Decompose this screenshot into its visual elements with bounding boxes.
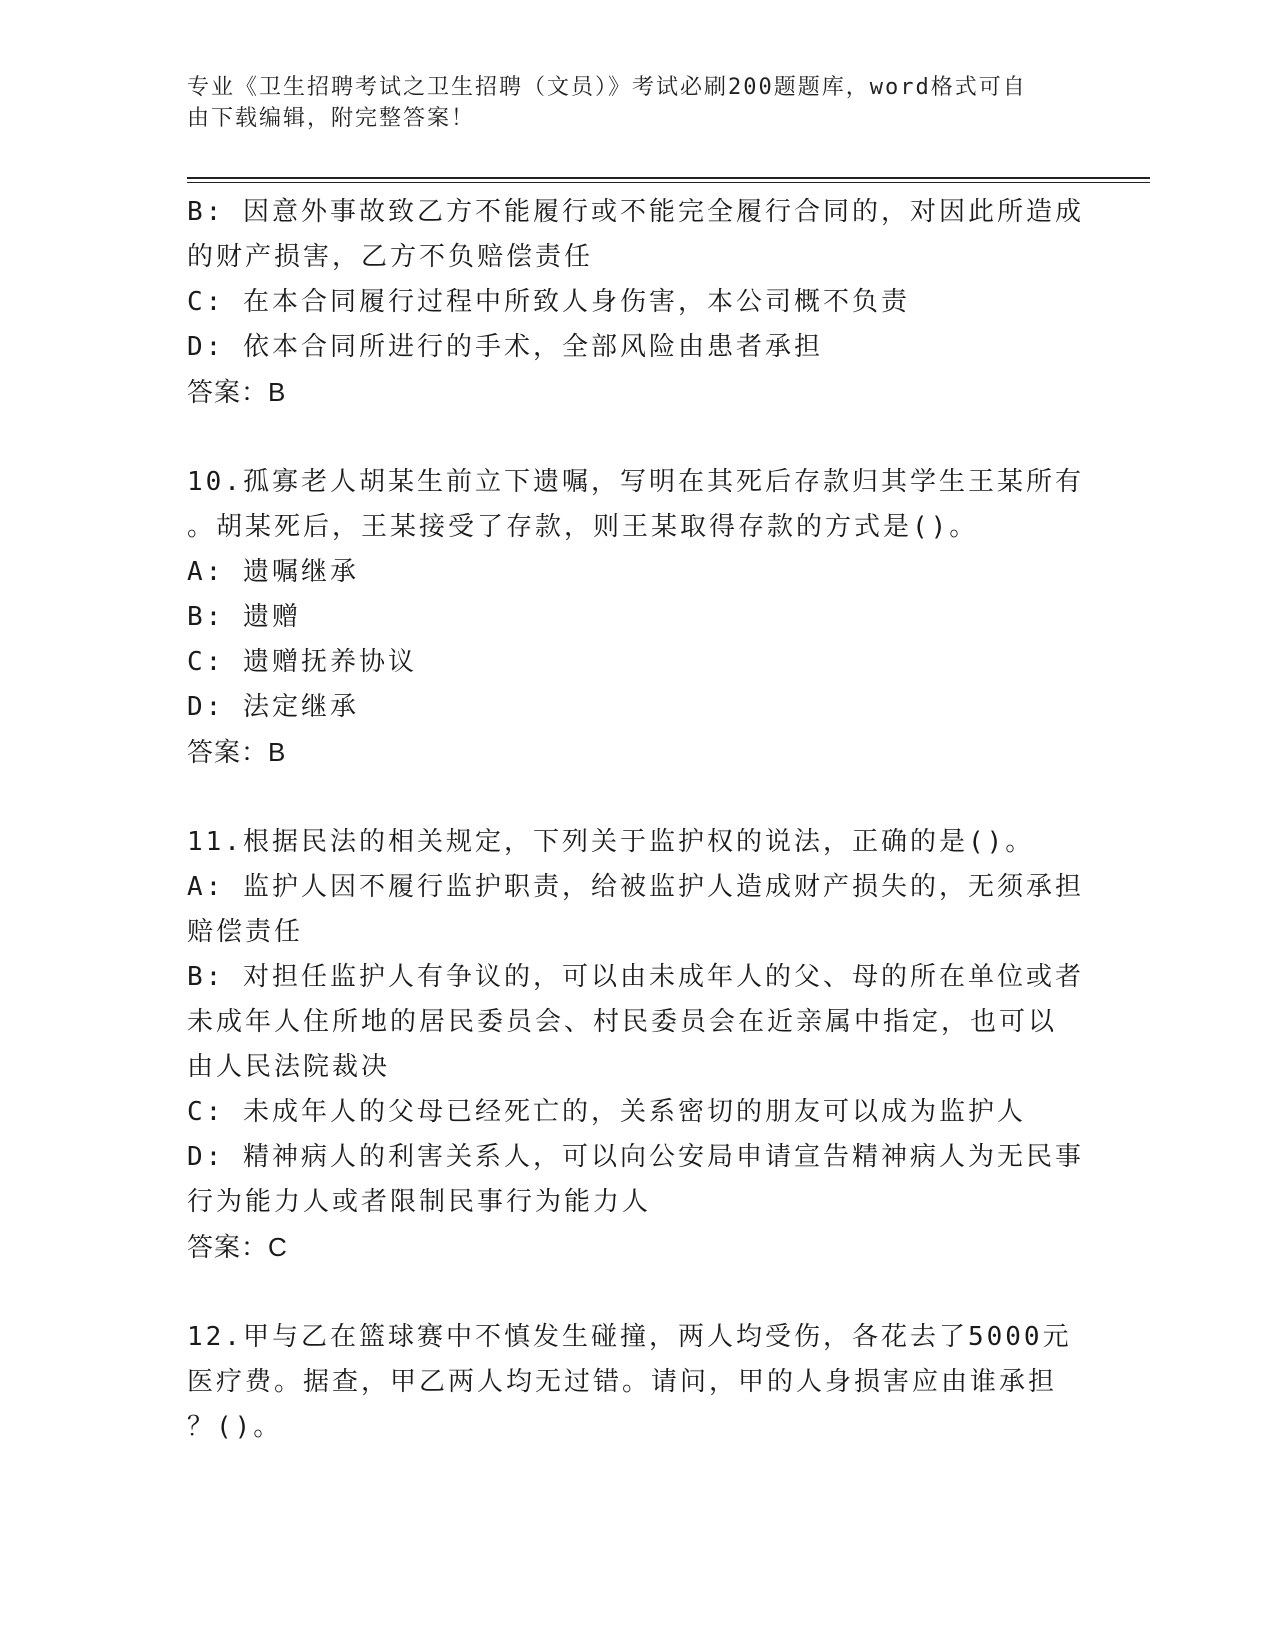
q9-option-b-line-2: 的财产损害，乙方不负赔偿责任 [187, 242, 594, 272]
header-divider-thin [187, 182, 1150, 183]
q11-option-c: C: 未成年人的父母已经死亡的，关系密切的朋友可以成为监护人 [187, 1097, 1026, 1127]
spacer [187, 775, 1087, 820]
q11-option-a-line-2: 赔偿责任 [187, 917, 304, 947]
q11-stem-line-1: 11.根据民法的相关规定，下列关于监护权的说法，正确的是()。 [187, 827, 1035, 857]
question-12 [187, 1315, 1087, 1450]
q9-answer: 答案：B [187, 377, 287, 407]
q12-stem-line-1: 12.甲与乙在篮球赛中不慎发生碰撞，两人均受伤，各花去了5000元 [187, 1322, 1072, 1352]
q11-option-d-line-2: 行为能力人或者限制民事行为能力人 [187, 1187, 652, 1217]
header-title-line-1: 专业《卫生招聘考试之卫生招聘（文员）》考试必刷200题题库，word格式可自 [187, 75, 1027, 100]
q10-answer: 答案：B [187, 737, 287, 767]
header-divider-thick [187, 177, 1150, 179]
q10-option-a: A: 遗嘱继承 [187, 557, 359, 587]
spacer [187, 415, 1087, 460]
q10-option-d: D: 法定继承 [187, 692, 359, 722]
document-header [187, 72, 1067, 134]
q9-option-d: D: 依本合同所进行的手术，全部风险由患者承担 [187, 332, 823, 362]
q11-option-b-line-1: B: 对担任监护人有争议的，可以由未成年人的父、母的所在单位或者 [187, 962, 1084, 992]
q10-stem-line-1: 10.孤寡老人胡某生前立下遗嘱，写明在其死后存款归其学生王某所有 [187, 467, 1084, 497]
spacer [187, 1270, 1087, 1315]
q12-stem-line-3: ？()。 [187, 1412, 283, 1442]
q10-stem-line-2: 。胡某死后，王某接受了存款，则王某取得存款的方式是()。 [187, 512, 979, 542]
q10-option-c: C: 遗赠抚养协议 [187, 647, 417, 677]
q11-option-b-line-3: 由人民法院裁决 [187, 1052, 391, 1082]
q11-option-b-line-2: 未成年人住所地的居民委员会、村民委员会在近亲属中指定，也可以 [187, 1007, 1058, 1037]
q11-answer: 答案：C [187, 1232, 288, 1262]
question-10 [187, 460, 1087, 775]
q11-option-a-line-1: A: 监护人因不履行监护职责，给被监护人造成财产损失的，无须承担 [187, 872, 1084, 902]
header-title-line-2: 由下载编辑，附完整答案！ [187, 106, 476, 131]
q11-option-d-line-1: D: 精神病人的利害关系人，可以向公安局申请宣告精神病人为无民事 [187, 1142, 1084, 1172]
q9-option-c: C: 在本合同履行过程中所致人身伤害，本公司概不负责 [187, 287, 910, 317]
question-9 [187, 190, 1087, 415]
q12-stem-line-2: 医疗费。据查，甲乙两人均无过错。请问，甲的人身损害应由谁承担 [187, 1367, 1058, 1397]
question-content [187, 190, 1087, 1450]
q10-option-b: B: 遗赠 [187, 602, 301, 632]
question-11 [187, 820, 1087, 1270]
q9-option-b-line-1: B: 因意外事故致乙方不能履行或不能完全履行合同的，对因此所造成 [187, 197, 1084, 227]
